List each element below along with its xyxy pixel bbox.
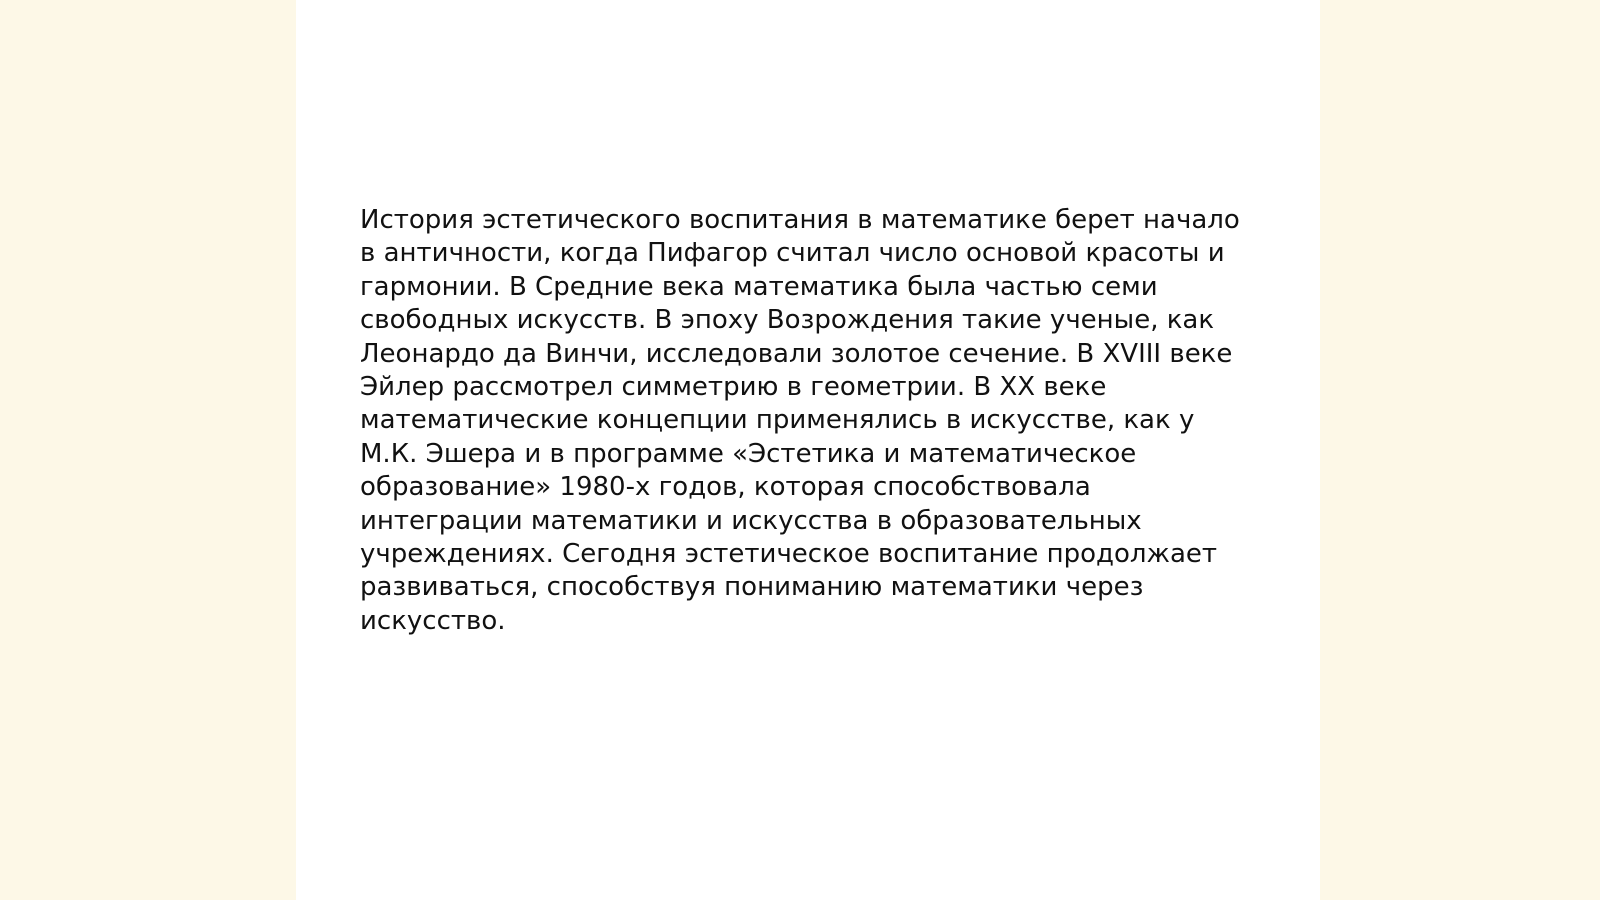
paragraph-line: учреждениях. Сегодня эстетическое воспитание продолжает bbox=[360, 539, 1218, 570]
paragraph-line: гармонии. В Средние века математика была частью семи bbox=[360, 271, 1158, 302]
paragraph-line: в античности, когда Пифагор считал число основой красоты и bbox=[360, 238, 1225, 269]
paragraph-line: Эйлер рассмотрел симметрию в геометрии. В XX веке bbox=[360, 372, 1107, 403]
paragraph-line: свободных искусств. В эпоху Возрождения такие ученые, как bbox=[360, 305, 1215, 336]
paragraph-line: Леонардо да Винчи, исследовали золотое сечение. В XVIII веке bbox=[360, 338, 1233, 369]
paragraph-line: интеграции математики и искусства в образовательных bbox=[360, 505, 1142, 536]
paragraph-line: математические концепции применялись в искусстве, как у bbox=[360, 405, 1195, 436]
paragraph-line: образование» 1980-х годов, которая способствовала bbox=[360, 472, 1091, 503]
paragraph-line: М.К. Эшера и в программе «Эстетика и математическое bbox=[360, 438, 1137, 469]
body-paragraph bbox=[360, 204, 1250, 638]
document-page bbox=[296, 0, 1320, 900]
paragraph-line: развиваться, способствуя пониманию математики через bbox=[360, 572, 1144, 603]
paragraph-line: искусство. bbox=[360, 605, 506, 636]
paragraph-line: История эстетического воспитания в математике берет начало bbox=[360, 205, 1240, 235]
